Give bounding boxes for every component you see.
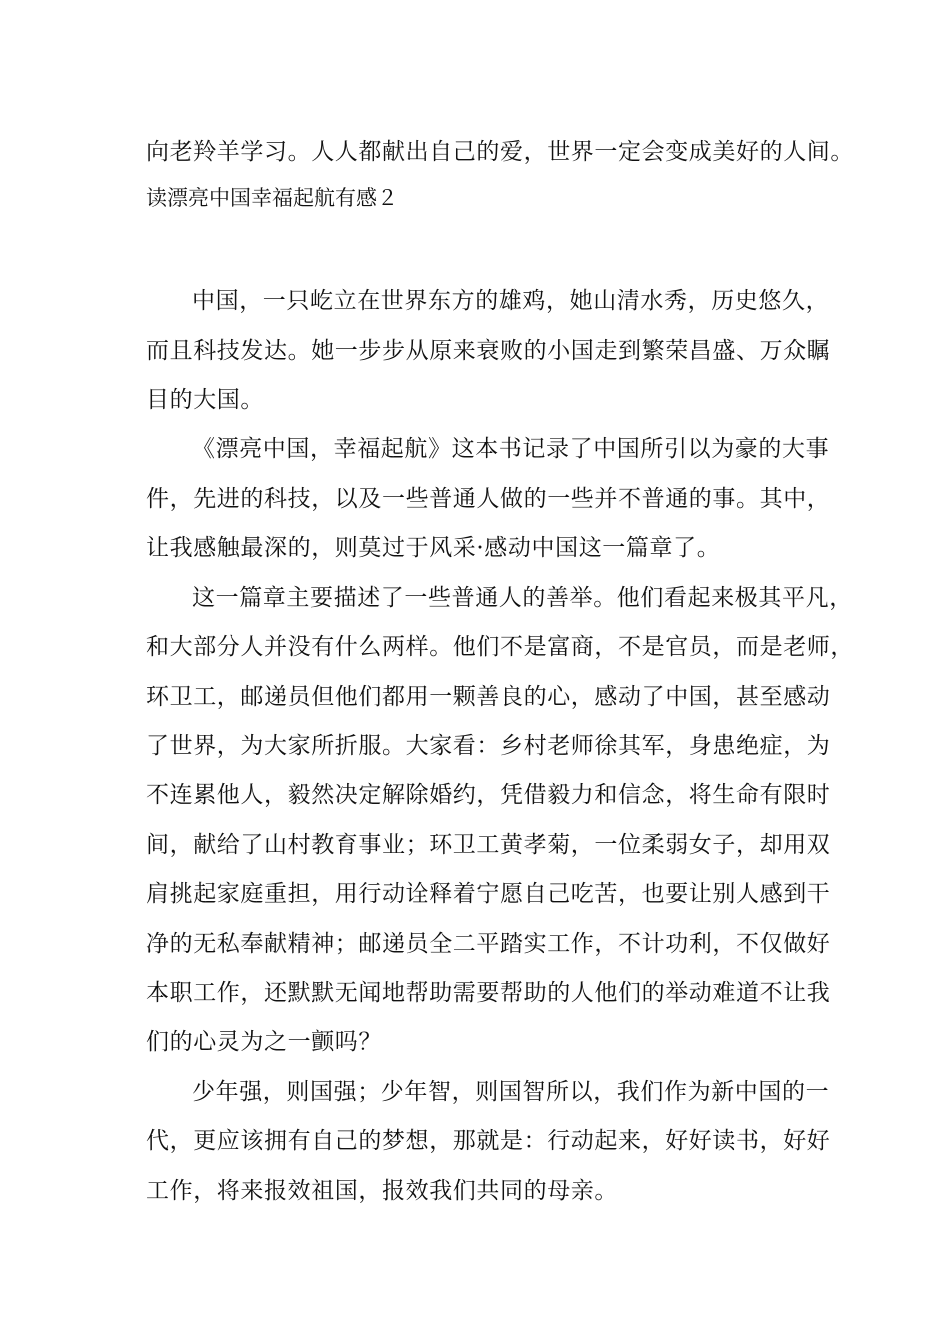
paragraph-line: 们的心灵为之一颤吗？ — [146, 1029, 382, 1055]
continued-line: 向老羚羊学习。人人都献出自己的爱，世界一定会变成美好的人间。 — [146, 139, 854, 165]
paragraph-line: 这一篇章主要描述了一些普通人的善举。他们看起来极其平凡， — [192, 585, 853, 611]
paragraph-line: 《漂亮中国，幸福起航》这本书记录了中国所引以为豪的大事 — [192, 436, 830, 462]
paragraph-line: 了世界，为大家所折服。大家看：乡村老师徐其军，身患绝症，为 — [146, 733, 831, 759]
paragraph-line: 间，献给了山村教育事业；环卫工黄孝菊，一位柔弱女子，却用双 — [146, 832, 831, 858]
paragraph-line: 中国，一只屹立在世界东方的雄鸡，她山清水秀，历史悠久， — [192, 288, 830, 314]
paragraph-line: 目的大国。 — [146, 387, 264, 413]
paragraph-line: 和大部分人并没有什么两样。他们不是富商，不是官员，而是老师， — [146, 634, 854, 660]
paragraph-line: 环卫工，邮递员但他们都用一颗善良的心，感动了中国，甚至感动 — [146, 684, 831, 710]
paragraph-line: 而且科技发达。她一步步从原来衰败的小国走到繁荣昌盛、万众瞩 — [146, 338, 831, 364]
paragraph-line: 不连累他人，毅然决定解除婚约，凭借毅力和信念，将生命有限时 — [146, 782, 831, 808]
paragraph-line: 让我感触最深的，则莫过于风采·感动中国这一篇章了。 — [146, 535, 721, 561]
paragraph-line: 肩挑起家庭重担，用行动诠释着宁愿自己吃苦，也要让别人感到干 — [146, 881, 831, 907]
paragraph-line: 净的无私奉献精神；邮递员全二平踏实工作，不计功利，不仅做好 — [146, 931, 831, 957]
paragraph-line: 本职工作，还默默无闻地帮助需要帮助的人他们的举动难道不让我 — [146, 980, 831, 1006]
essay-title: 读漂亮中国幸福起航有感２ — [146, 186, 398, 210]
paragraph-line: 代，更应该拥有自己的梦想，那就是：行动起来，好好读书，好好 — [146, 1128, 831, 1154]
paragraph-line: 件，先进的科技，以及一些普通人做的一些并不普通的事。其中， — [146, 486, 831, 512]
paragraph-line: 少年强，则国强；少年智，则国智所以，我们作为新中国的一 — [192, 1079, 830, 1105]
paragraph-line: 工作，将来报效祖国，报效我们共同的母亲。 — [146, 1178, 618, 1204]
